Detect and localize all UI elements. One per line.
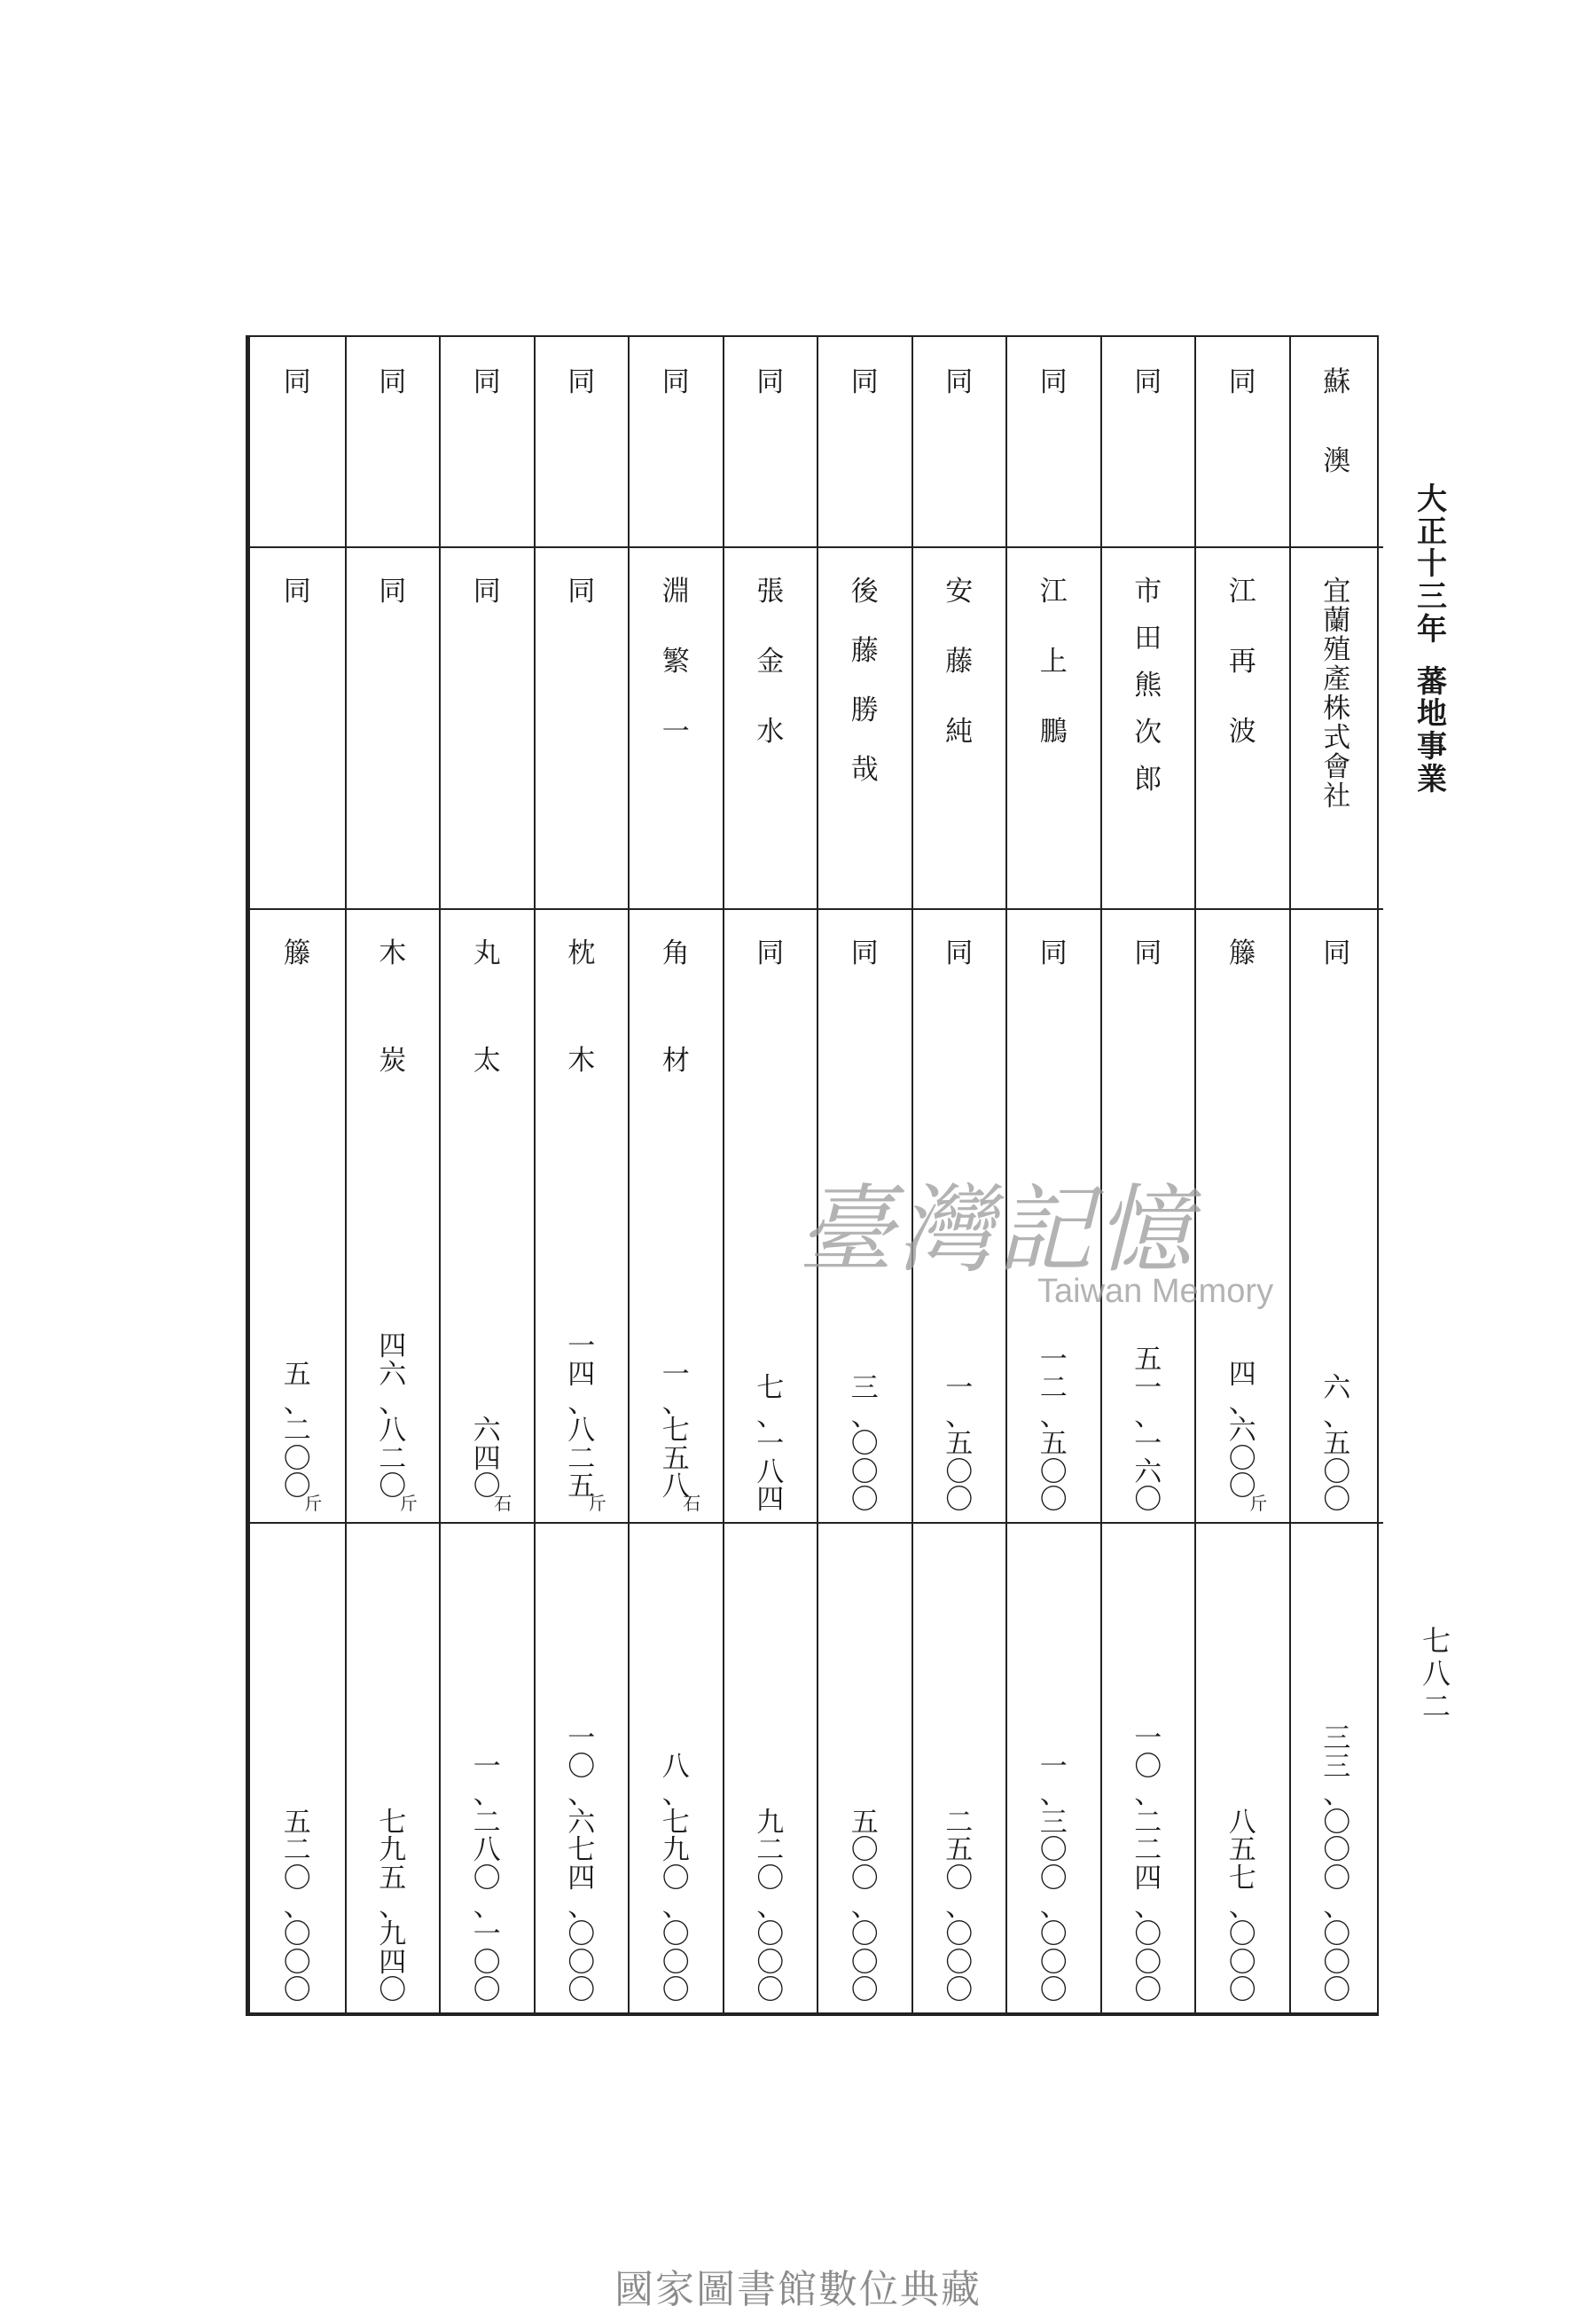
watermark-chinese: 臺灣記憶	[798, 1175, 1196, 1286]
quantity: 三 、 〇 〇 〇	[850, 1371, 879, 1517]
owner-cell: 安 藤 純	[913, 548, 1006, 910]
item-quantity-cell	[536, 910, 629, 1524]
item-char: 同	[1134, 937, 1162, 969]
owner-cell: 市 田 熊 次 郎	[1102, 548, 1195, 910]
amount-cell: 三 三 、 〇 〇 〇 、 〇 〇 〇	[1323, 1722, 1351, 2007]
item-quantity-cell	[1102, 910, 1195, 1524]
place-cell: 同	[818, 337, 911, 548]
place-cell: 同	[1007, 337, 1100, 548]
quantity: 七 、 一 八 四	[756, 1371, 785, 1517]
place-cell: 同	[250, 337, 345, 548]
item-char: 籐	[283, 937, 311, 969]
item-char: 丸	[473, 937, 501, 969]
item-quantity-cell	[347, 910, 440, 1524]
amount-cell: 九 二 〇 、 〇 〇 〇	[756, 1806, 785, 2007]
item-quantity-cell	[630, 910, 723, 1524]
quantity: 五 、 二 〇 〇 斤	[283, 1358, 323, 1514]
ledger-column	[345, 337, 440, 2012]
ledger-column	[723, 337, 818, 2012]
owner-cell: 同	[347, 548, 440, 910]
place-cell: 同	[724, 337, 818, 548]
amount-cell: 二 五 〇 、 〇 〇 〇	[945, 1806, 974, 2007]
amount-cell: 八 五 七 、 〇 〇 〇	[1228, 1806, 1256, 2007]
place-cell: 同	[536, 337, 629, 548]
amount-cell: 七 九 五 、 九 四 〇	[379, 1806, 407, 2007]
owner-cell: 後 藤 勝 哉	[818, 548, 911, 910]
amount-cell: 一 〇 、 二 二 四 、 〇 〇 〇	[1134, 1722, 1162, 2007]
unit-label: 斤	[588, 1493, 606, 1514]
ledger-column	[628, 337, 723, 2012]
ledger-column	[534, 337, 629, 2012]
item-char: 太	[473, 1045, 501, 1077]
quantity: 一 二 、 五 〇 〇	[1039, 1344, 1068, 1517]
owner-cell: 同	[441, 548, 534, 910]
place-cell: 同	[630, 337, 723, 548]
item-quantity-cell	[1291, 910, 1384, 1524]
quantity: 一 四 、 八 二 五 斤	[567, 1330, 606, 1514]
amount-cell: 一 〇 、 六 七 四 、 〇 〇 〇	[567, 1722, 596, 2007]
owner-cell: 同	[250, 548, 345, 910]
item-quantity-cell	[818, 910, 911, 1524]
item-quantity-cell	[1007, 910, 1100, 1524]
page-number-text: 七 八 二	[1422, 1624, 1451, 1723]
owner-cell: 同	[536, 548, 629, 910]
owner-cell: 張 金 水	[724, 548, 818, 910]
ledger-column	[250, 337, 345, 2012]
quantity: 六 四 〇 石	[473, 1415, 512, 1514]
place-cell: 同	[1102, 337, 1195, 548]
item-quantity-cell	[250, 910, 345, 1524]
item-quantity-cell	[913, 910, 1006, 1524]
item-char: 枕	[567, 937, 596, 969]
item-char: 材	[661, 1045, 690, 1077]
item-char: 同	[945, 937, 974, 969]
ledger-column	[1289, 337, 1384, 2012]
ledger-column	[1005, 337, 1100, 2012]
quantity: 四 、 六 〇 〇 斤	[1228, 1358, 1268, 1514]
unit-label: 斤	[304, 1493, 323, 1514]
item-char: 木	[567, 1045, 596, 1077]
unit-label: 斤	[1249, 1493, 1268, 1514]
item-char: 同	[850, 937, 879, 969]
footer-credit: 國家圖書館數位典藏	[614, 2267, 982, 2312]
place-cell: 同	[347, 337, 440, 548]
amount-cell: 五 二 〇 、 〇 〇 〇	[283, 1806, 311, 2007]
item-char: 炭	[379, 1045, 407, 1077]
item-char: 同	[1323, 937, 1351, 969]
item-quantity-cell	[441, 910, 534, 1524]
owner-cell: 江 再 波	[1196, 548, 1289, 910]
item-char: 角	[661, 937, 690, 969]
unit-label: 石	[494, 1493, 512, 1514]
place-cell: 同	[1196, 337, 1289, 548]
item-quantity-cell	[1196, 910, 1289, 1524]
ledger-column	[911, 337, 1006, 2012]
page-number	[1422, 1625, 1451, 1722]
amount-cell: 一 、 二 八 〇 、 一 〇 〇	[473, 1750, 501, 2007]
amount-cell: 五 〇 〇 、 〇 〇 〇	[850, 1806, 879, 2007]
owner-cell: 淵 繁 一	[630, 548, 723, 910]
item-char: 同	[756, 937, 785, 969]
running-header-title: 大 正 十 三 年 蕃 地 事 業	[1417, 482, 1447, 797]
ledger-column	[1100, 337, 1195, 2012]
watermark-english: Taiwan Memory	[1037, 1273, 1274, 1310]
running-header	[1417, 483, 1447, 796]
place-cell: 蘇 澳	[1291, 337, 1384, 548]
quantity: 六 、 五 〇 〇	[1323, 1371, 1351, 1517]
ledger-table	[246, 335, 1379, 2016]
unit-label: 石	[683, 1493, 701, 1514]
quantity: 一 、 五 〇 〇	[945, 1371, 974, 1517]
owner-cell: 宜 蘭 殖 產 株 式 會 社	[1291, 548, 1384, 910]
item-char: 同	[1039, 937, 1068, 969]
amount-cell: 八 、 七 九 〇 、 〇 〇 〇	[661, 1750, 690, 2007]
item-char: 籐	[1228, 937, 1256, 969]
quantity: 五 一 、 一 六 〇	[1134, 1344, 1162, 1517]
place-cell: 同	[441, 337, 534, 548]
quantity: 一 、 七 五 八 石	[661, 1358, 701, 1514]
ledger-column	[1194, 337, 1289, 2012]
unit-label: 斤	[399, 1493, 418, 1514]
amount-cell: 一 、 三 〇 〇 、 〇 〇 〇	[1039, 1750, 1068, 2007]
place-cell: 同	[913, 337, 1006, 548]
quantity: 四 六 、 八 二 〇 斤	[379, 1330, 418, 1514]
ledger-column	[439, 337, 534, 2012]
item-quantity-cell	[724, 910, 818, 1524]
ledger-column	[817, 337, 911, 2012]
owner-cell: 江 上 鵬	[1007, 548, 1100, 910]
item-char: 木	[379, 937, 407, 969]
